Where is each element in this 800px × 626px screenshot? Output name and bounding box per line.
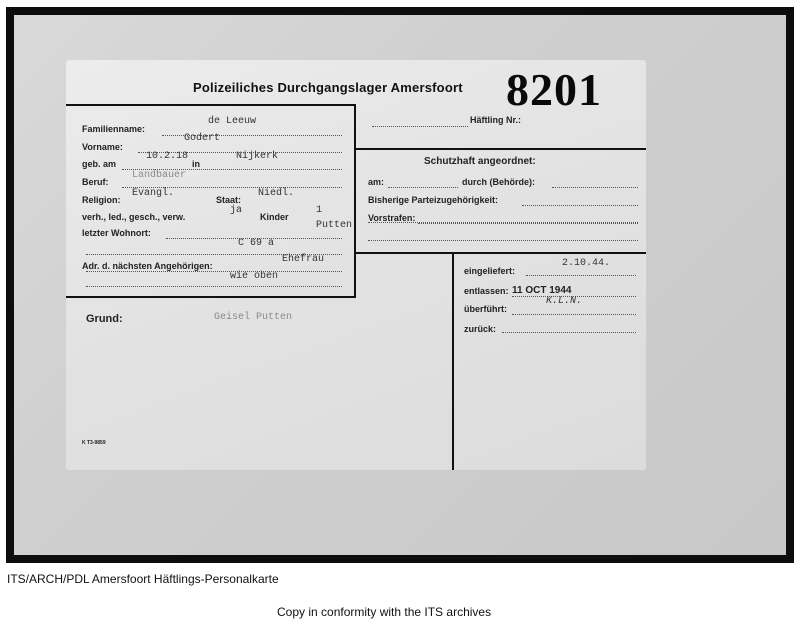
left-box-bottom (66, 296, 356, 298)
geb-in-label: in (192, 159, 200, 169)
verh-value: ja (230, 205, 243, 216)
am-label: am: (368, 177, 385, 187)
entlassen-label: entlassen: (464, 286, 509, 296)
ueberfuehrt-value: K.L.N. (546, 296, 583, 307)
beruf-value: Landbauer (132, 170, 187, 181)
grund-value: Geisel Putten (214, 312, 293, 323)
left-box-right (354, 104, 356, 298)
wohnort-label: letzter Wohnort: (82, 228, 151, 238)
durch-label: durch (Behörde): (462, 177, 535, 187)
form-code: K T3-9859 (82, 440, 106, 446)
verh-label: verh., led., gesch., verw. (82, 212, 186, 222)
staat-label: Staat: (216, 195, 242, 205)
vorname-label: Vorname: (82, 142, 123, 152)
conformity-caption: Copy in conformity with the ITS archives (277, 605, 492, 619)
adr-value-2: wie oben (230, 271, 279, 282)
haeftling-label: Häftling Nr.: (470, 115, 521, 125)
kinder-value: 1 (316, 205, 323, 216)
source-caption: ITS/ARCH/PDL Amersfoort Häftlings-Personalkarte (7, 572, 279, 586)
wohnort-value: Putten (316, 220, 353, 231)
wohnort-address: C 69 a (238, 238, 275, 249)
right-upper-divider (356, 148, 646, 150)
vorstrafen-label: Vorstrafen: (368, 213, 416, 223)
prisoner-number: 8201 (506, 64, 602, 115)
familienname-value: de Leeuw (208, 116, 257, 127)
schutzhaft-label: Schutzhaft angeordnet: (424, 156, 536, 167)
eingeliefert-value: 2.10.44. (562, 258, 611, 269)
religion-value: Evangl. (132, 188, 175, 199)
grund-label: Grund: (86, 313, 123, 325)
geb-ort: Nijkerk (236, 151, 279, 162)
eingeliefert-label: eingeliefert: (464, 266, 516, 276)
right-lower-divider (356, 252, 646, 254)
adr-value-1: Ehefrau (282, 254, 325, 265)
left-box-top (66, 104, 356, 106)
entlassen-stamp: 11 OCT 1944 (512, 285, 572, 296)
partei-label: Bisherige Parteizugehörigkeit: (368, 195, 499, 205)
geb-value: 10.2.18 (146, 151, 189, 162)
zurueck-label: zurück: (464, 324, 497, 334)
prisoner-card (66, 60, 646, 470)
kinder-label: Kinder (260, 212, 289, 222)
card-title: Polizeiliches Durchgangslager Amersfoort (193, 80, 463, 95)
geb-label: geb. am (82, 159, 117, 169)
release-box-left (452, 252, 454, 470)
staat-value: Niedl. (258, 188, 295, 199)
ueberfuehrt-label: überführt: (464, 304, 507, 314)
religion-label: Religion: (82, 195, 121, 205)
vorname-value: Godert (184, 133, 221, 144)
beruf-label: Beruf: (82, 177, 109, 187)
familienname-label: Familienname: (82, 124, 146, 134)
adr-label: Adr. d. nächsten Angehörigen: (82, 261, 213, 271)
